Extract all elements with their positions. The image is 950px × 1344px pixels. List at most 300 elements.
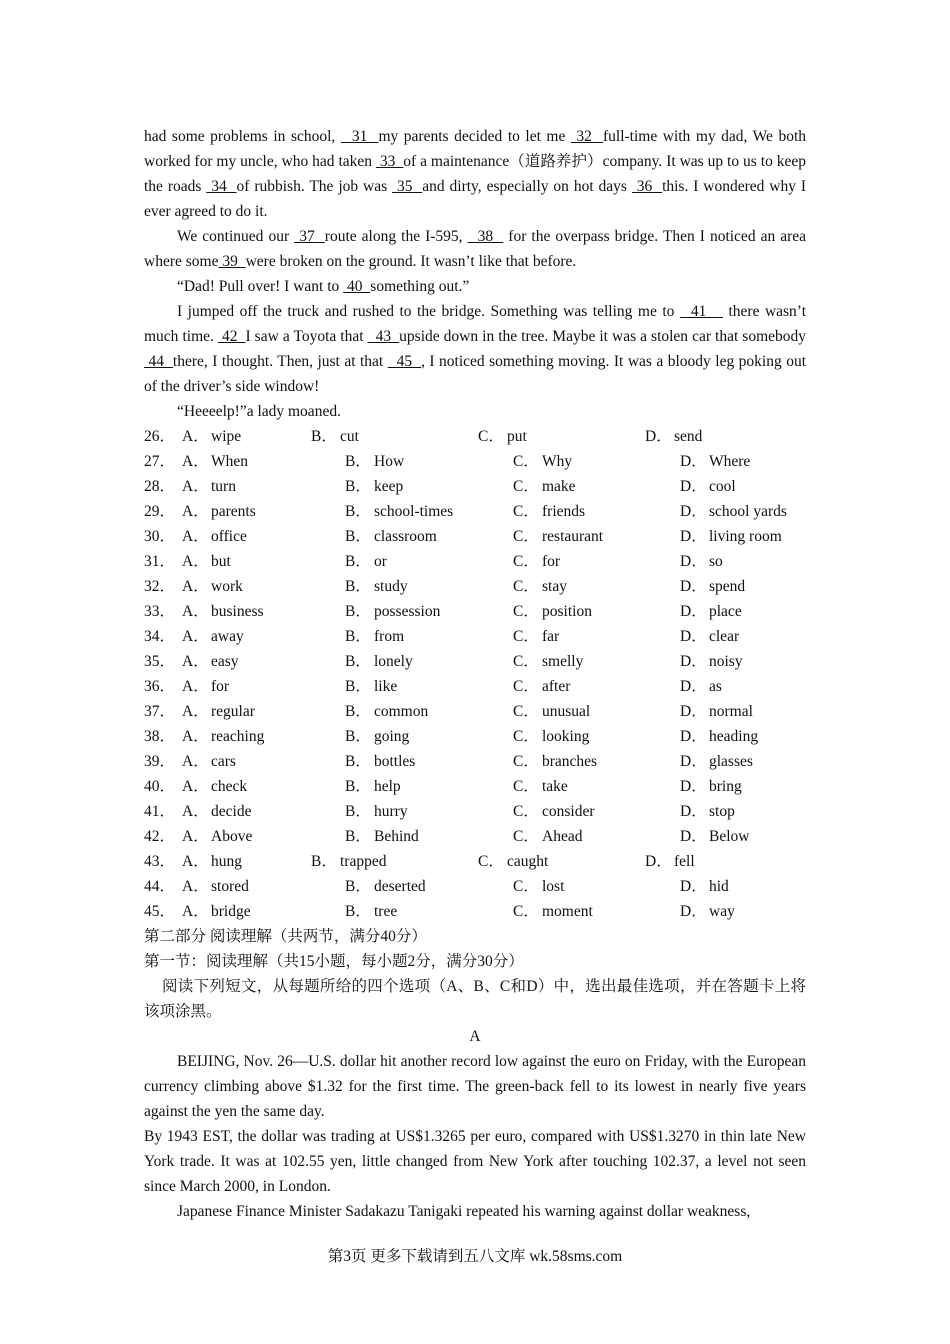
option-letter: A．: [182, 678, 209, 695]
option-letter: D．: [680, 478, 707, 495]
option-letter: A．: [182, 478, 209, 495]
option-a: [182, 499, 345, 524]
option-letter: A．: [182, 853, 209, 870]
option-letter: C．: [513, 753, 539, 770]
option-d: [680, 824, 749, 849]
option-letter: D．: [680, 453, 707, 470]
option-letter: C．: [513, 728, 539, 745]
option-a: [182, 449, 345, 474]
option-text: spend: [709, 578, 746, 595]
option-text: going: [374, 728, 410, 745]
option-b: [345, 549, 513, 574]
option-text: turn: [211, 478, 236, 495]
option-text: bridge: [211, 903, 251, 920]
option-letter: C．: [513, 778, 539, 795]
option-letter: D．: [680, 703, 707, 720]
blank-44: 44: [144, 353, 173, 370]
question-row: [144, 874, 806, 899]
option-letter: D．: [680, 728, 707, 745]
option-text: business: [211, 603, 264, 620]
option-c: [513, 549, 680, 574]
option-c: [513, 624, 680, 649]
option-c: [513, 599, 680, 624]
option-c: [513, 824, 680, 849]
option-d: [680, 774, 742, 799]
option-b: [345, 749, 513, 774]
question-row: [144, 799, 806, 824]
blank-33: 33: [375, 153, 404, 170]
question-row: [144, 649, 806, 674]
question-number: 36．: [144, 678, 176, 695]
page-footer: 第3页 更多下载请到五八文库 wk.58sms.com: [327, 1248, 623, 1265]
option-text: branches: [542, 753, 598, 770]
blank-32: 32: [570, 128, 603, 145]
option-text: fell: [674, 853, 695, 870]
option-text: for: [211, 678, 230, 695]
blank-42: 42: [217, 328, 246, 345]
option-text: consider: [542, 803, 595, 820]
question-row: [144, 474, 806, 499]
option-letter: C．: [513, 528, 539, 545]
option-letter: B．: [345, 703, 371, 720]
option-d: [680, 874, 729, 899]
option-text: When: [211, 453, 249, 470]
option-letter: A．: [182, 528, 209, 545]
option-letter: C．: [513, 578, 539, 595]
option-text: away: [211, 628, 244, 645]
option-letter: A．: [182, 728, 209, 745]
option-text: reaching: [211, 728, 265, 745]
option-text: cars: [211, 753, 236, 770]
option-text: tree: [374, 903, 398, 920]
option-text: Why: [542, 453, 573, 470]
option-a: [182, 624, 345, 649]
option-text: glasses: [709, 753, 753, 770]
question-number: 38．: [144, 728, 176, 745]
option-d: [680, 599, 742, 624]
question-row: [144, 574, 806, 599]
option-a: [182, 874, 345, 899]
option-text: bring: [709, 778, 742, 795]
option-letter: B．: [345, 778, 371, 795]
option-letter: A．: [182, 578, 209, 595]
question-row: [144, 724, 806, 749]
option-text: classroom: [374, 528, 437, 545]
option-text: Behind: [374, 828, 419, 845]
option-c: [513, 799, 680, 824]
option-letter: D．: [680, 503, 707, 520]
option-letter: D．: [680, 903, 707, 920]
option-d: [680, 799, 735, 824]
option-text: keep: [374, 478, 404, 495]
question-row: [144, 499, 806, 524]
blank-36: 36: [631, 178, 663, 195]
option-text: so: [709, 553, 723, 570]
option-letter: C．: [478, 853, 504, 870]
option-b: [345, 524, 513, 549]
option-letter: C．: [513, 678, 539, 695]
option-text: stay: [542, 578, 567, 595]
question-row: [144, 824, 806, 849]
option-d: [680, 524, 782, 549]
option-letter: C．: [513, 503, 539, 520]
option-letter: B．: [345, 628, 371, 645]
question-number: 41．: [144, 803, 176, 820]
option-a: [182, 774, 345, 799]
reading-paragraph-2: By 1943 EST, the dollar was trading at US$1.3265 per euro, compared with US$1.3270 in thin late New York trade. It was at 102.55 yen, little changed from New York after touching 102.37, a level not seen since March 2000, in London.: [144, 1128, 806, 1195]
option-letter: D．: [645, 853, 672, 870]
option-a: [182, 724, 345, 749]
option-letter: B．: [345, 478, 371, 495]
question-number: 31．: [144, 553, 176, 570]
reading-paragraph-1: BEIJING, Nov. 26—U.S. dollar hit another record low against the euro on Friday, with the European currency climbing above $1.32 for the first time. The green-back fell to its lowest in nearly five years against the yen the same day.: [144, 1053, 806, 1120]
blank-39: 39: [218, 253, 246, 270]
option-d: [680, 649, 743, 674]
question-row: [144, 549, 806, 574]
option-d: [680, 724, 758, 749]
question-number: 27．: [144, 453, 176, 470]
option-d: [680, 549, 723, 574]
option-text: common: [374, 703, 429, 720]
option-c: [513, 874, 680, 899]
option-text: caught: [507, 853, 549, 870]
option-text: moment: [542, 903, 593, 920]
option-letter: A．: [182, 803, 209, 820]
option-letter: D．: [680, 578, 707, 595]
option-letter: A．: [182, 753, 209, 770]
question-row: [144, 699, 806, 724]
option-text: looking: [542, 728, 590, 745]
option-text: work: [211, 578, 243, 595]
option-text: lonely: [374, 653, 413, 670]
option-c: [513, 724, 680, 749]
question-row: [144, 599, 806, 624]
option-b: [345, 574, 513, 599]
option-letter: D．: [680, 753, 707, 770]
option-text: heading: [709, 728, 759, 745]
option-a: [182, 674, 345, 699]
option-text: smelly: [542, 653, 584, 670]
option-text: far: [542, 628, 560, 645]
option-text: school-times: [374, 503, 454, 520]
question-number: 32．: [144, 578, 176, 595]
option-a: [182, 749, 345, 774]
option-d: [680, 674, 722, 699]
option-letter: C．: [513, 603, 539, 620]
option-text: as: [709, 678, 722, 695]
question-number: 39．: [144, 753, 176, 770]
option-b: [345, 799, 513, 824]
option-text: send: [674, 428, 703, 445]
option-a: [182, 824, 345, 849]
question-number: 42．: [144, 828, 176, 845]
option-b: [311, 424, 478, 449]
option-text: hurry: [374, 803, 408, 820]
option-letter: B．: [345, 728, 371, 745]
question-row: [144, 849, 806, 874]
instructions: 阅读下列短文，从每题所给的四个选项（A、B、C和D）中，选出最佳选项，并在答题卡上将该项涂黑。: [144, 978, 806, 1020]
blank-34: 34: [206, 178, 237, 195]
option-letter: B．: [345, 528, 371, 545]
option-d: [680, 624, 739, 649]
option-b: [345, 649, 513, 674]
options-list: [144, 424, 806, 924]
option-letter: D．: [680, 653, 707, 670]
part-2-heading: 第二部分 阅读理解（共两节，满分40分）: [144, 928, 427, 945]
option-text: wipe: [211, 428, 242, 445]
option-text: unusual: [542, 703, 591, 720]
question-number: 30．: [144, 528, 176, 545]
option-text: regular: [211, 703, 255, 720]
option-letter: C．: [513, 878, 539, 895]
option-text: cool: [709, 478, 736, 495]
option-letter: D．: [680, 878, 707, 895]
option-text: like: [374, 678, 398, 695]
option-b: [345, 599, 513, 624]
option-text: make: [542, 478, 576, 495]
blank-35: 35: [392, 178, 423, 195]
option-letter: B．: [345, 503, 371, 520]
option-c: [513, 774, 680, 799]
blank-38: 38: [467, 228, 504, 245]
option-letter: D．: [680, 678, 707, 695]
option-letter: B．: [345, 828, 371, 845]
question-number: 35．: [144, 653, 176, 670]
option-text: deserted: [374, 878, 426, 895]
option-text: Above: [211, 828, 253, 845]
option-text: lost: [542, 878, 565, 895]
option-b: [345, 824, 513, 849]
blank-31: 31: [340, 128, 379, 145]
option-letter: A．: [182, 503, 209, 520]
option-letter: A．: [182, 603, 209, 620]
option-text: possession: [374, 603, 441, 620]
option-b: [345, 699, 513, 724]
question-number: 40．: [144, 778, 176, 795]
option-d: [645, 849, 695, 874]
option-a: [182, 524, 345, 549]
option-b: [345, 474, 513, 499]
option-c: [513, 474, 680, 499]
option-b: [345, 449, 513, 474]
option-b: [345, 674, 513, 699]
question-number: 43．: [144, 853, 176, 870]
option-letter: A．: [182, 778, 209, 795]
question-row: [144, 449, 806, 474]
section-1-heading: 第一节：阅读理解（共15小题，每小题2分，满分30分）: [144, 953, 524, 970]
option-text: office: [211, 528, 247, 545]
option-letter: A．: [182, 703, 209, 720]
option-text: hid: [709, 878, 729, 895]
option-letter: C．: [513, 803, 539, 820]
option-text: cut: [340, 428, 359, 445]
option-c: [513, 524, 680, 549]
page-content: [144, 124, 806, 1224]
option-c: [513, 899, 680, 924]
question-number: 29．: [144, 503, 176, 520]
option-text: after: [542, 678, 571, 695]
blank-43: 43: [367, 328, 400, 345]
option-text: Ahead: [542, 828, 583, 845]
option-text: clear: [709, 628, 740, 645]
blank-45: 45: [387, 353, 422, 370]
option-letter: A．: [182, 628, 209, 645]
option-letter: D．: [680, 628, 707, 645]
option-text: normal: [709, 703, 753, 720]
option-text: place: [709, 603, 742, 620]
option-a: [182, 899, 345, 924]
question-number: 33．: [144, 603, 176, 620]
option-text: noisy: [709, 653, 743, 670]
option-letter: C．: [478, 428, 504, 445]
option-letter: C．: [513, 628, 539, 645]
option-c: [513, 449, 680, 474]
option-text: stop: [709, 803, 735, 820]
option-c: [513, 674, 680, 699]
option-a: [182, 574, 345, 599]
option-text: study: [374, 578, 408, 595]
option-text: school yards: [709, 503, 787, 520]
option-letter: B．: [311, 428, 337, 445]
option-letter: D．: [680, 603, 707, 620]
question-row: [144, 524, 806, 549]
option-b: [345, 899, 513, 924]
option-letter: B．: [345, 553, 371, 570]
option-letter: B．: [345, 803, 371, 820]
question-number: 28．: [144, 478, 176, 495]
option-a: [182, 599, 345, 624]
option-a: [182, 699, 345, 724]
question-row: [144, 424, 806, 449]
option-letter: D．: [680, 778, 707, 795]
question-number: 44．: [144, 878, 176, 895]
option-b: [345, 724, 513, 749]
option-d: [680, 499, 787, 524]
option-letter: A．: [182, 653, 209, 670]
option-d: [680, 574, 745, 599]
option-letter: D．: [680, 553, 707, 570]
option-letter: C．: [513, 553, 539, 570]
option-letter: D．: [645, 428, 672, 445]
option-letter: B．: [345, 653, 371, 670]
option-a: [182, 549, 345, 574]
option-letter: C．: [513, 828, 539, 845]
option-text: trapped: [340, 853, 387, 870]
option-text: for: [542, 553, 561, 570]
option-a: [182, 649, 345, 674]
option-letter: A．: [182, 553, 209, 570]
option-letter: D．: [680, 803, 707, 820]
option-letter: B．: [345, 603, 371, 620]
option-text: hung: [211, 853, 242, 870]
option-d: [680, 749, 753, 774]
option-c: [513, 499, 680, 524]
option-text: but: [211, 553, 231, 570]
question-row: [144, 749, 806, 774]
option-text: parents: [211, 503, 256, 520]
option-text: check: [211, 778, 248, 795]
blank-37: 37: [294, 228, 325, 245]
option-text: decide: [211, 803, 252, 820]
option-letter: A．: [182, 453, 209, 470]
option-text: How: [374, 453, 405, 470]
option-letter: D．: [680, 828, 707, 845]
option-letter: A．: [182, 878, 209, 895]
reading-paragraph-3: Japanese Finance Minister Sadakazu Tanigaki repeated his warning against dollar weakness,: [177, 1203, 751, 1220]
option-letter: A．: [182, 828, 209, 845]
option-text: way: [709, 903, 735, 920]
option-letter: B．: [345, 578, 371, 595]
question-row: [144, 774, 806, 799]
question-row: [144, 624, 806, 649]
question-number: 45．: [144, 903, 176, 920]
option-text: position: [542, 603, 592, 620]
option-text: living room: [709, 528, 782, 545]
option-letter: A．: [182, 428, 209, 445]
option-text: easy: [211, 653, 239, 670]
option-c: [478, 424, 645, 449]
option-text: bottles: [374, 753, 416, 770]
blank-41: 41: [679, 303, 723, 320]
option-letter: C．: [513, 453, 539, 470]
option-letter: D．: [680, 528, 707, 545]
option-text: Where: [709, 453, 751, 470]
option-text: stored: [211, 878, 249, 895]
option-b: [345, 624, 513, 649]
option-letter: C．: [513, 903, 539, 920]
passage-label: A: [469, 1028, 481, 1045]
option-b: [311, 849, 478, 874]
cloze-paragraph-2: We continued our 37 route along the I-595, 38 for the overpass bridge. Then I noticed an area where some 39 were broken on the ground. It wasn’t like that before.: [144, 228, 807, 270]
option-b: [345, 774, 513, 799]
option-b: [345, 499, 513, 524]
cloze-paragraph-3: “Dad! Pull over! I want to 40 something out.”: [177, 278, 470, 295]
option-letter: B．: [345, 878, 371, 895]
option-text: put: [507, 428, 527, 445]
option-d: [680, 449, 750, 474]
option-a: [182, 799, 345, 824]
option-text: friends: [542, 503, 586, 520]
option-c: [513, 699, 680, 724]
option-letter: B．: [345, 678, 371, 695]
option-letter: B．: [345, 903, 371, 920]
question-row: [144, 899, 806, 924]
option-d: [645, 424, 702, 449]
option-text: restaurant: [542, 528, 604, 545]
option-letter: C．: [513, 703, 539, 720]
blank-40: 40: [343, 278, 371, 295]
question-number: 26．: [144, 428, 176, 445]
option-letter: A．: [182, 903, 209, 920]
option-c: [513, 649, 680, 674]
option-c: [513, 749, 680, 774]
cloze-paragraph-5: “Heeeelp!”a lady moaned.: [177, 403, 341, 420]
question-number: 34．: [144, 628, 176, 645]
option-letter: B．: [345, 753, 371, 770]
option-text: or: [374, 553, 387, 570]
option-c: [513, 574, 680, 599]
option-text: Below: [709, 828, 750, 845]
option-text: from: [374, 628, 405, 645]
option-d: [680, 699, 753, 724]
option-a: [182, 474, 345, 499]
option-letter: C．: [513, 478, 539, 495]
option-a: [182, 424, 311, 449]
option-text: help: [374, 778, 401, 795]
cloze-paragraph-4: I jumped off the truck and rushed to the bridge. Something was telling me to 41 there wasn’t much time. 42 I saw a Toyota that 43 upside down in the tree. Maybe it was a stolen car that somebody 44 there, I thought. Then, just at that 45 , I noticed something moving. It was a bloody leg poking out of the driver’s side window!: [144, 303, 807, 395]
option-b: [345, 874, 513, 899]
cloze-paragraph-1: had some problems in school, 31 my parents decided to let me 32 full-time with my dad, We both worked for my uncle, who had taken 33 of a maintenance（道路养护）company. It was up to us to keep the roads 34 of rubbish. The job was 35 and dirty, especially on hot days 36 this. I wondered why I ever agreed to do it.: [144, 128, 807, 220]
